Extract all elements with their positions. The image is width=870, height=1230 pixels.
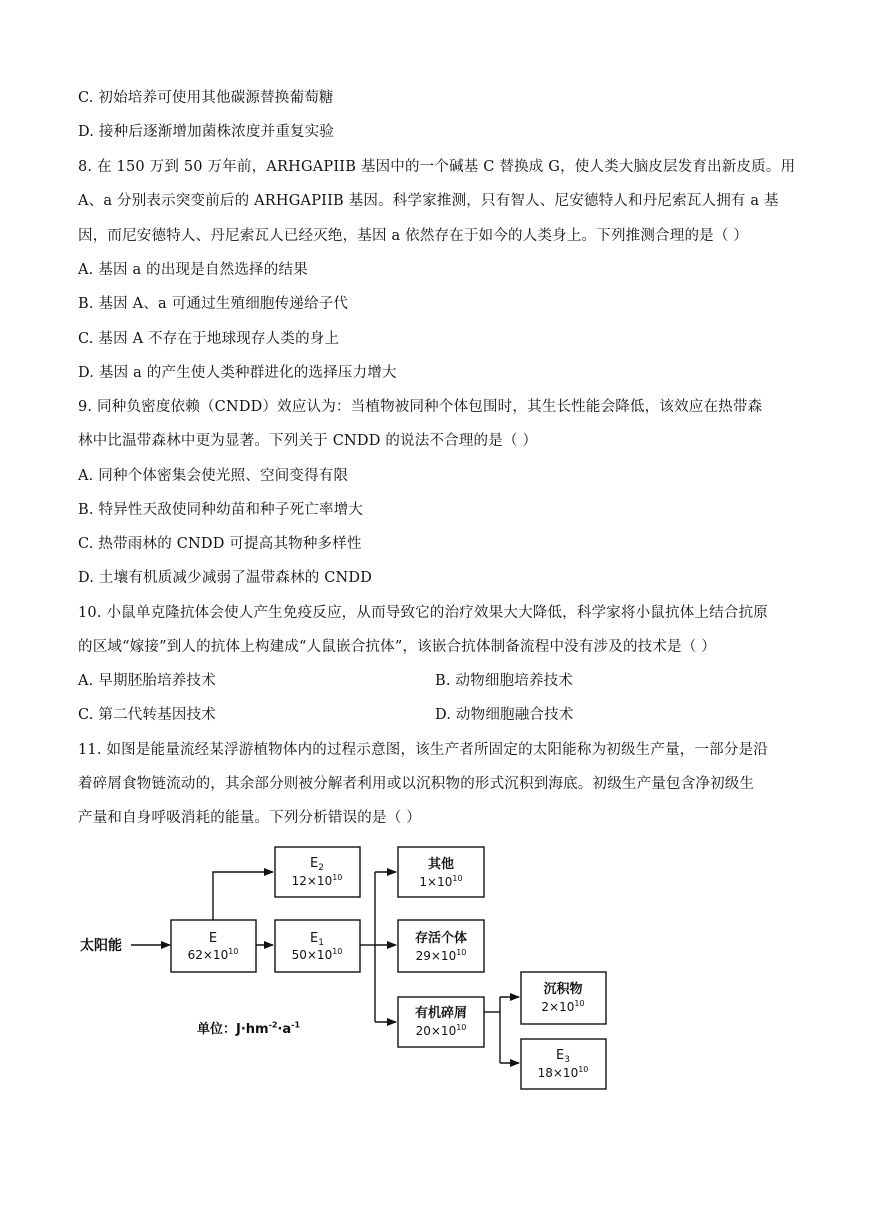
energy-flow-diagram: [0, 835, 870, 1105]
svg-text:29×1010: $29\times 10^{10}$: [415, 948, 467, 963]
q9-option-b: B. 特异性天敌使同种幼苗和种子死亡率增大: [78, 502, 364, 518]
box-e2: [275, 847, 360, 897]
q8-stem-line1: 8. 在 150 万到 50 万年前，ARHGAPIIB 基因中的一个碱基 C 替换成 G，使人类大脑皮层发育出新皮质。用: [78, 159, 796, 175]
box-e3: [521, 1039, 606, 1089]
q9-option-d: D. 土壤有机质减少减弱了温带森林的 CNDD: [78, 570, 373, 586]
box-e1: [275, 920, 360, 972]
q9-option-a: A. 同种个体密集会使光照、空间变得有限: [78, 468, 349, 484]
svg-text:20×1010: $20\times 10^{10}$: [415, 1023, 467, 1038]
svg-text:E3: $E_3$: [556, 1048, 570, 1065]
svg-text:有机碎屑: 有机碎屑: [414, 1006, 468, 1021]
q7-option-c: C. 初始培养可使用其他碳源替换葡萄糖: [78, 90, 334, 106]
svg-text:其他: 其他: [427, 857, 455, 872]
svg-text:12×1010: $12\times 10^{10}$: [291, 873, 343, 888]
q10-stem-line1: 10. 小鼠单克隆抗体会使人产生免疫反应，从而导致它的治疗效果大大降低，科学家将小鼠抗体上结合抗原: [78, 605, 768, 621]
q9-option-c: C. 热带雨林的 CNDD 可提高其物种多样性: [78, 536, 362, 552]
svg-text:沉积物: 沉积物: [543, 982, 583, 997]
q11-stem-line3: 产量和自身呼吸消耗的能量。下列分析错误的是（ ）: [78, 810, 421, 826]
q7-option-d: D. 接种后逐渐增加菌株浓度并重复实验: [78, 124, 335, 140]
q10-option-b: B. 动物细胞培养技术: [435, 673, 574, 689]
q8-option-d: D. 基因 a 的产生使人类种群进化的选择压力增大: [78, 365, 397, 381]
q9-stem-line1: 9. 同种负密度依赖（CNDD）效应认为：当植物被同种个体包围时，其生长性能会降低，该效应在热带森: [78, 399, 763, 415]
box-alive-individuals: [398, 920, 484, 972]
svg-text:62×1010: $62\times 10^{10}$: [187, 947, 239, 962]
q8-stem-line3: 因，而尼安德特人、丹尼索瓦人已经灭绝，基因 a 依然存在于如今的人类身上。下列推测合理的是（ ）: [78, 228, 749, 244]
unit-label: 单位：$J\cdot hm^{-2}\cdot a^{-1}$: [197, 1020, 301, 1037]
q8-option-a: A. 基因 a 的出现是自然选择的结果: [78, 262, 308, 278]
svg-text:E1: $E_1$: [310, 931, 324, 948]
q10-stem-line2: 的区域“嫁接”到人的抗体上构建成“人鼠嵌合抗体”，该嵌合抗体制备流程中没有涉及的技术是（ ）: [78, 639, 716, 655]
q8-option-c: C. 基因 A 不存在于地球现存人类的身上: [78, 331, 340, 347]
box-sediment: [521, 972, 606, 1024]
svg-text:50×1010: $50\times 10^{10}$: [291, 947, 343, 962]
svg-text:18×1010: $18\times 10^{10}$: [537, 1065, 589, 1080]
svg-text:E: E: [208, 931, 218, 946]
q8-option-b: B. 基因 A、a 可通过生殖细胞传递给子代: [78, 296, 349, 312]
q10-option-a: A. 早期胚胎培养技术: [78, 673, 216, 689]
svg-text:2×1010: $2\times 10^{10}$: [541, 999, 585, 1014]
q8-stem-line2: A、a 分别表示突变前后的 ARHGAPIIB 基因。科学家推测，只有智人、尼安德特人和丹尼索瓦人拥有 a 基: [78, 193, 779, 209]
box-other: [398, 847, 484, 897]
svg-text:存活个体: 存活个体: [414, 931, 468, 946]
q10-option-c: C. 第二代转基因技术: [78, 707, 216, 723]
box-e: [171, 920, 256, 972]
q11-stem-line1: 11. 如图是能量流经某浮游植物体内的过程示意图，该生产者所固定的太阳能称为初级生产量，一部分是沿: [78, 742, 768, 758]
q9-stem-line2: 林中比温带森林中更为显著。下列关于 CNDD 的说法不合理的是（ ）: [78, 433, 538, 449]
source-label: 太阳能: [80, 938, 122, 954]
box-organic-detritus: [398, 997, 484, 1047]
svg-text:E2: $E_2$: [310, 856, 324, 873]
arrow-e-to-e2: [213, 872, 273, 920]
q10-option-d: D. 动物细胞融合技术: [435, 707, 574, 723]
q11-stem-line2: 着碎屑食物链流动的，其余部分则被分解者利用或以沉积物的形式沉积到海底。初级生产量包含净初级生: [78, 776, 755, 792]
svg-text:1×1010: $1\times 10^{10}$: [419, 874, 463, 889]
